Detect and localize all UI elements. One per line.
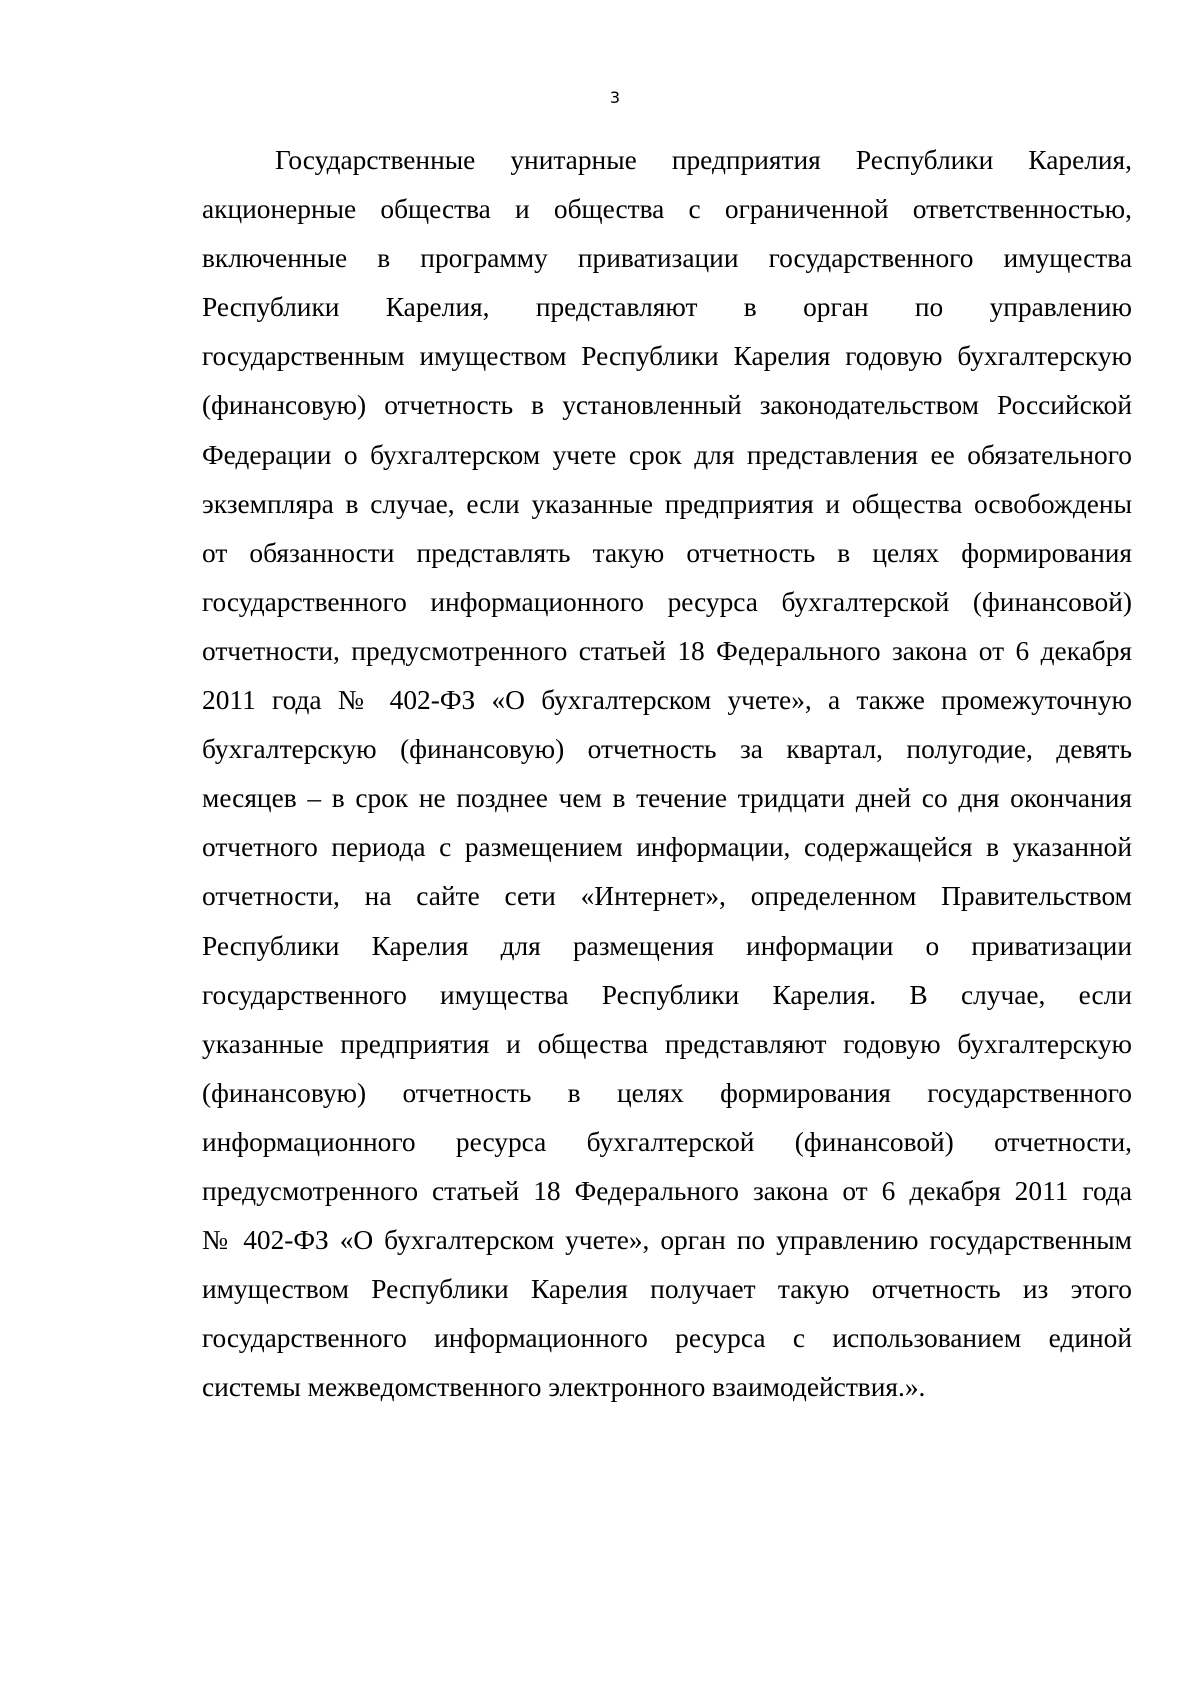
paragraph-line-19: указанные предприятия и общества представляют годовую бухгалтерскую [202, 1028, 1132, 1059]
paragraph-line-22: предусмотренного статьей 18 Федерального закона от 6 декабря 2011 года [202, 1175, 1132, 1206]
paragraph-line-9: от обязанности представлять такую отчетность в целях формирования [202, 537, 1132, 568]
paragraph-line-16: отчетности, на сайте сети «Интернет», определенном Правительством [202, 881, 1132, 912]
paragraph-line-8: экземпляра в случае, если указанные предприятия и общества освобождены [202, 488, 1132, 519]
paragraph-line-5: государственным имуществом Республики Карелия годовую бухгалтерскую [202, 341, 1132, 372]
paragraph-line-7: Федерации о бухгалтерском учете срок для представления ее обязательного [202, 439, 1132, 470]
paragraph-line-1: Государственные унитарные предприятия Республики Карелия, [275, 145, 1132, 175]
paragraph-line-12: 2011 года № 402-ФЗ «О бухгалтерском учете», а также промежуточную [202, 685, 1132, 716]
paragraph-line-14: месяцев – в срок не позднее чем в течение тридцати дней со дня окончания [202, 783, 1132, 814]
paragraph-line-20: (финансовую) отчетность в целях формирования государственного [202, 1077, 1132, 1108]
paragraph-line-18: государственного имущества Республики Карелия. В случае, если [202, 979, 1132, 1010]
paragraph-line-24: имуществом Республики Карелия получает такую отчетность из этого [202, 1274, 1132, 1305]
paragraph-line-10: государственного информационного ресурса бухгалтерской (финансовой) [202, 586, 1132, 617]
paragraph-line-11: отчетности, предусмотренного статьей 18 Федерального закона от 6 декабря [202, 635, 1132, 666]
paragraph-line-2: акционерные общества и общества с ограниченной ответственностью, [202, 194, 1132, 225]
paragraph-line-13: бухгалтерскую (финансовую) отчетность за квартал, полугодие, девять [202, 734, 1132, 765]
paragraph-line-4: Республики Карелия, представляют в орган по управлению [202, 292, 1132, 323]
paragraph-line-25: государственного информационного ресурса с использованием единой [202, 1323, 1132, 1354]
paragraph-line-21: информационного ресурса бухгалтерской (финансовой) отчетности, [202, 1126, 1132, 1157]
paragraph-line-3: включенные в программу приватизации государственного имущества [202, 243, 1132, 274]
paragraph-line-23: № 402-ФЗ «О бухгалтерском учете», орган по управлению государственным [202, 1225, 1132, 1256]
paragraph-line-26: системы межведомственного электронного взаимодействия.». [202, 1372, 926, 1403]
paragraph-line-6: (финансовую) отчетность в установленный законодательством Российской [202, 390, 1132, 421]
article-paragraph [202, 136, 1132, 1412]
page-number: 3 [609, 88, 621, 107]
paragraph-line-15: отчетного периода с размещением информации, содержащейся в указанной [202, 832, 1132, 863]
paragraph-line-17: Республики Карелия для размещения информации о приватизации [202, 930, 1132, 961]
